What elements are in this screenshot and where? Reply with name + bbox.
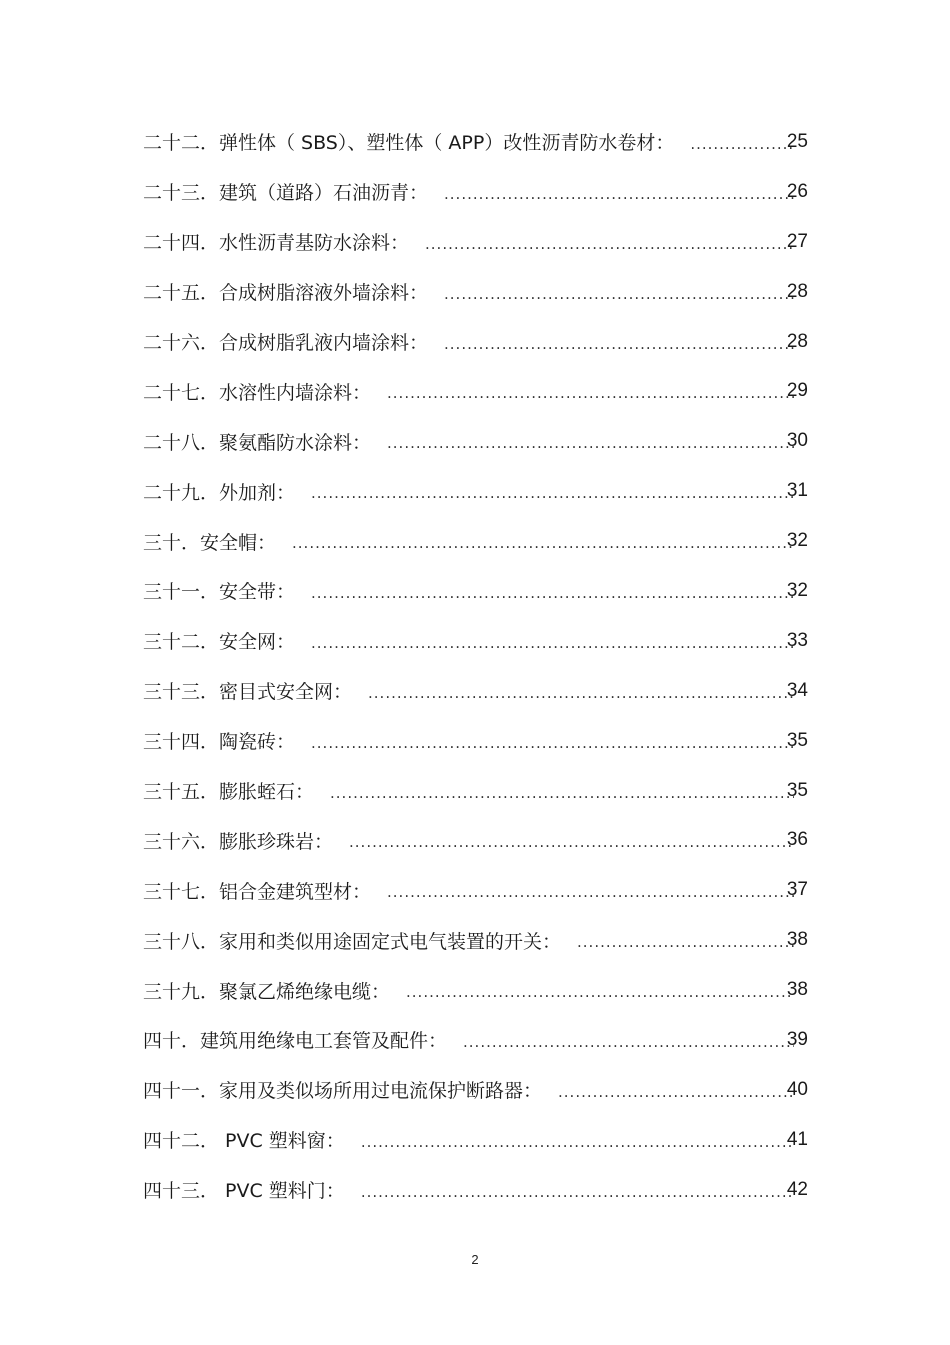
toc-entry-page-number: 29 — [786, 380, 808, 402]
toc-entry-page-number: 30 — [786, 430, 808, 452]
toc-entry-title: 二十七．水溶性内墙涂料： — [143, 378, 387, 405]
toc-entry-title: 四十．建筑用绝缘电工套管及配件： — [143, 1026, 463, 1053]
toc-entry[interactable] — [143, 965, 808, 1015]
toc-entry-title: 三十二．安全网： — [143, 627, 311, 654]
toc-entry[interactable] — [143, 766, 808, 816]
toc-entry-page-number: 42 — [786, 1178, 808, 1200]
toc-dot-leader — [292, 534, 794, 552]
toc-entry-page-number: 36 — [786, 829, 808, 851]
toc-entry-page-number: 35 — [786, 779, 808, 801]
toc-entry[interactable] — [143, 117, 808, 167]
toc-entry-title: 二十八．聚氨酯防水涂料： — [143, 428, 387, 455]
toc-entry-page-number: 27 — [786, 230, 808, 252]
toc-entry-title: 二十二．弹性体（ SBS）、塑性体（ APP）改性沥青防水卷材： — [143, 128, 690, 155]
toc-entry[interactable] — [143, 566, 808, 616]
toc-dot-leader — [463, 1033, 794, 1051]
toc-dot-leader — [387, 384, 794, 402]
toc-entry[interactable] — [143, 366, 808, 416]
toc-entry-title: 二十四．水性沥青基防水涂料： — [143, 228, 425, 255]
toc-entry-title: 四十三． PVC 塑料门： — [143, 1176, 361, 1203]
toc-dot-leader — [406, 983, 794, 1001]
toc-entry-page-number: 41 — [786, 1128, 808, 1150]
toc-dot-leader — [444, 185, 794, 203]
page-number: 2 — [471, 1252, 479, 1267]
toc-entry-title: 三十四．陶瓷砖： — [143, 727, 311, 754]
toc-entry-page-number: 37 — [786, 879, 808, 901]
toc-dot-leader — [558, 1083, 794, 1101]
toc-dot-leader — [361, 1183, 794, 1201]
toc-entry[interactable] — [143, 267, 808, 317]
toc-entry-title: 三十八．家用和类似用途固定式电气装置的开关： — [143, 927, 577, 954]
toc-entry-page-number: 26 — [786, 180, 808, 202]
toc-entry[interactable] — [143, 666, 808, 716]
toc-dot-leader — [330, 784, 794, 802]
toc-entry-title: 二十三．建筑（道路）石油沥青： — [143, 178, 444, 205]
toc-entry-title: 二十五．合成树脂溶液外墙涂料： — [143, 278, 444, 305]
toc-entry-page-number: 28 — [786, 330, 808, 352]
toc-entry[interactable] — [143, 1165, 808, 1215]
toc-dot-leader — [311, 734, 794, 752]
toc-entry-page-number: 32 — [786, 579, 808, 601]
toc-entry-page-number: 33 — [786, 629, 808, 651]
toc-entry[interactable] — [143, 416, 808, 466]
toc-dot-leader — [368, 684, 794, 702]
toc-entry-title: 四十一．家用及类似场所用过电流保护断路器： — [143, 1076, 558, 1103]
toc-dot-leader — [577, 933, 794, 951]
toc-dot-leader — [690, 135, 794, 153]
toc-entry-page-number: 38 — [786, 929, 808, 951]
toc-dot-leader — [311, 584, 794, 602]
toc-entry[interactable] — [143, 217, 808, 267]
toc-entry[interactable] — [143, 466, 808, 516]
toc-entry[interactable] — [143, 1115, 808, 1165]
toc-entry[interactable] — [143, 865, 808, 915]
toc-dot-leader — [425, 235, 794, 253]
toc-dot-leader — [311, 634, 794, 652]
toc-entry-title: 三十一．安全带： — [143, 577, 311, 604]
toc-entry[interactable] — [143, 1015, 808, 1065]
toc-entry-page-number: 34 — [786, 679, 808, 701]
toc-dot-leader — [387, 434, 794, 452]
toc-entry-page-number: 40 — [786, 1078, 808, 1100]
toc-entry-title: 三十三．密目式安全网： — [143, 677, 368, 704]
toc-entry-title: 二十六．合成树脂乳液内墙涂料： — [143, 328, 444, 355]
toc-entry-title: 三十．安全帽： — [143, 528, 292, 555]
toc-dot-leader — [311, 484, 794, 502]
toc-dot-leader — [387, 883, 794, 901]
toc-entry[interactable] — [143, 516, 808, 566]
toc-entry[interactable] — [143, 1065, 808, 1115]
toc-entry-title: 三十六．膨胀珍珠岩： — [143, 827, 349, 854]
toc-dot-leader — [349, 833, 794, 851]
toc-entry[interactable] — [143, 167, 808, 217]
toc-entry-page-number: 32 — [786, 530, 808, 552]
toc-entry-page-number: 25 — [786, 130, 808, 152]
toc-entry-title: 三十五．膨胀蛭石： — [143, 777, 330, 804]
toc-entry[interactable] — [143, 815, 808, 865]
toc-entry-page-number: 35 — [786, 729, 808, 751]
toc-entry-page-number: 28 — [786, 280, 808, 302]
toc-entry[interactable] — [143, 317, 808, 367]
toc-entry[interactable] — [143, 915, 808, 965]
toc-entry-page-number: 31 — [786, 480, 808, 502]
toc-entry-title: 三十七．铝合金建筑型材： — [143, 877, 387, 904]
toc-dot-leader — [444, 335, 794, 353]
table-of-contents — [143, 117, 808, 1215]
toc-entry-page-number: 39 — [786, 1028, 808, 1050]
toc-entry[interactable] — [143, 716, 808, 766]
toc-entry[interactable] — [143, 616, 808, 666]
toc-dot-leader — [444, 285, 794, 303]
toc-entry-title: 四十二． PVC 塑料窗： — [143, 1126, 361, 1153]
toc-dot-leader — [361, 1133, 794, 1151]
toc-entry-title: 二十九．外加剂： — [143, 478, 311, 505]
toc-entry-page-number: 38 — [786, 979, 808, 1001]
toc-entry-title: 三十九．聚氯乙烯绝缘电缆： — [143, 977, 406, 1004]
